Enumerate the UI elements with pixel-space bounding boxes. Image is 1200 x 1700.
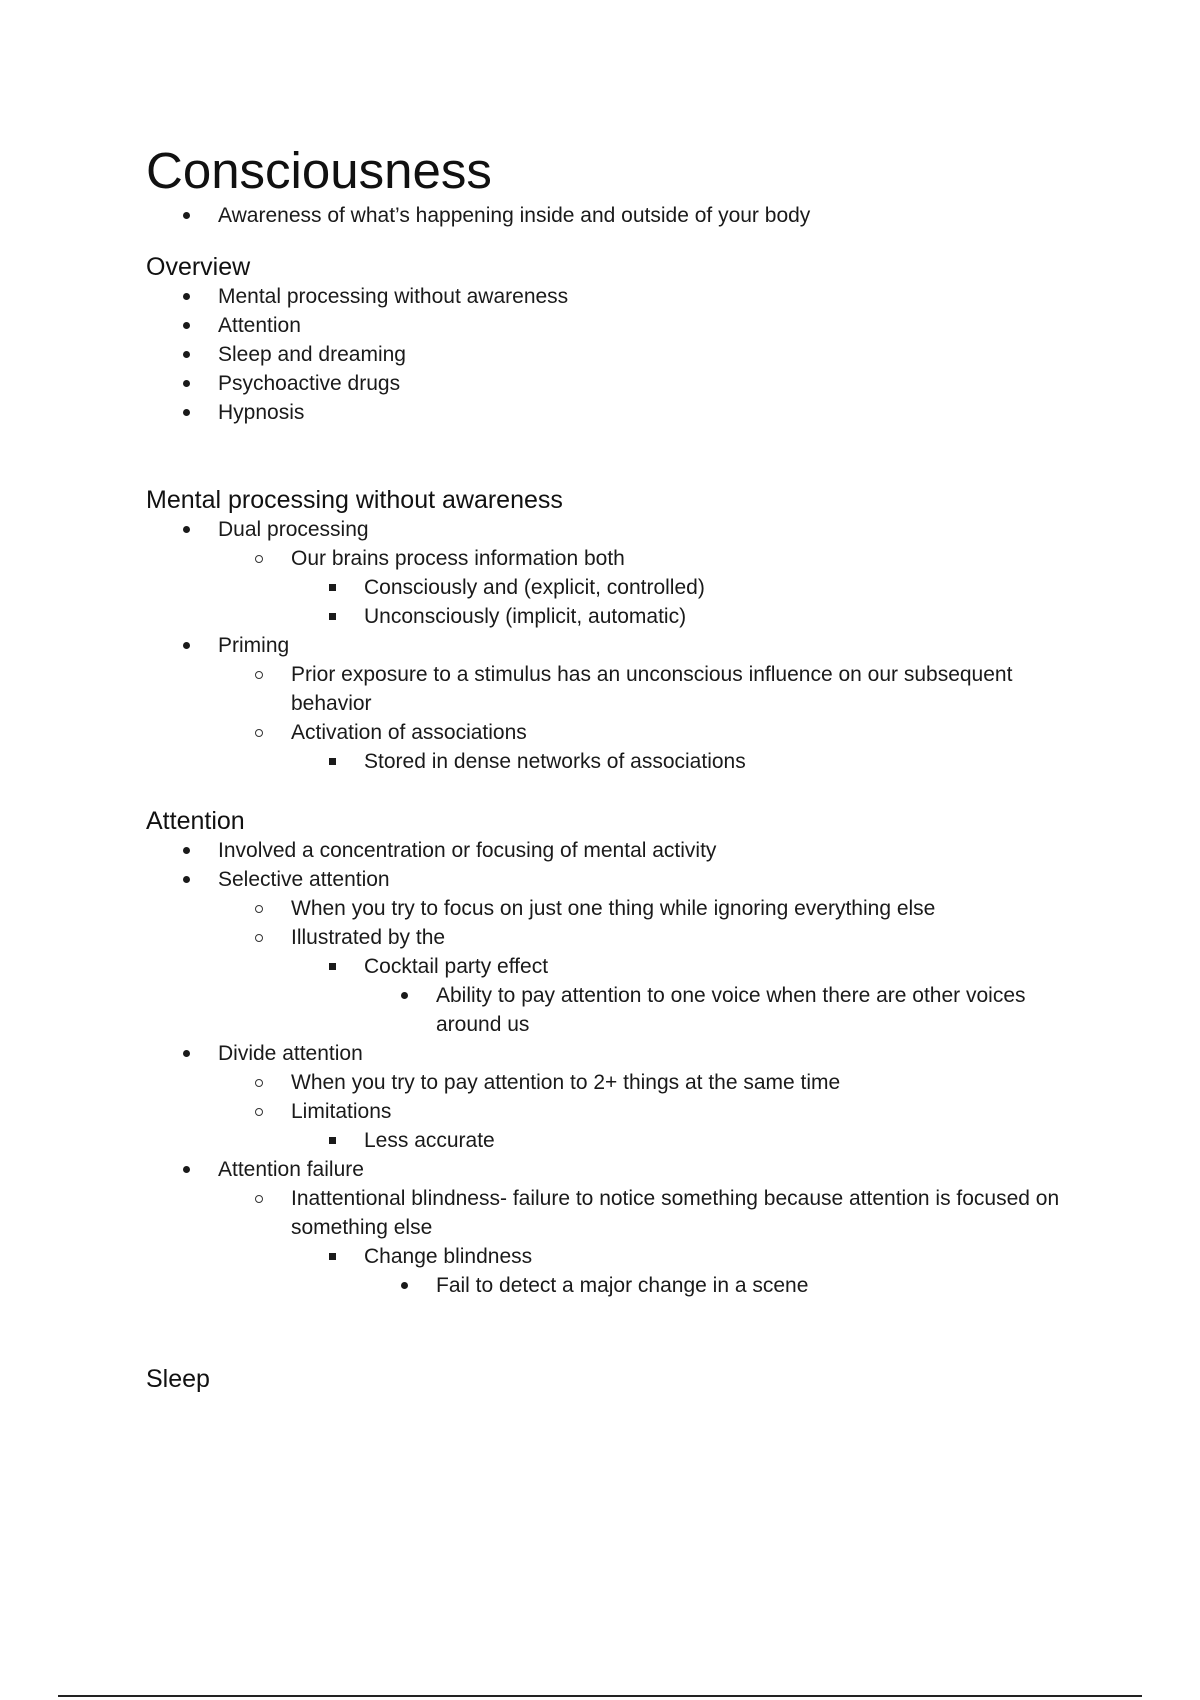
attention-heading: Attention xyxy=(146,807,245,836)
list-item xyxy=(146,398,1086,427)
list-item xyxy=(146,923,1086,952)
overview-list xyxy=(146,282,1086,427)
circle-bullet-icon xyxy=(249,1097,269,1116)
list-item xyxy=(146,573,1086,602)
list-item-text: Fail to detect a major change in a scene xyxy=(436,1274,809,1298)
overview-heading: Overview xyxy=(146,253,251,282)
page-bottom-rule xyxy=(58,1695,1142,1697)
list-item-text: Hypnosis xyxy=(218,401,305,425)
bullet-icon xyxy=(176,369,196,387)
circle-bullet-icon xyxy=(249,544,269,563)
list-item xyxy=(146,311,1086,340)
definition-text: Awareness of what’s happening inside and outside of your body xyxy=(218,204,811,228)
circle-bullet-icon xyxy=(249,660,269,679)
bullet-icon xyxy=(176,340,196,358)
circle-bullet-icon xyxy=(249,894,269,913)
list-item-text: Mental processing without awareness xyxy=(218,285,569,309)
bullet-icon xyxy=(176,311,196,329)
definition-list xyxy=(146,201,1086,230)
list-item-text: Prior exposure to a stimulus has an unconscious influence on our subsequent behavior xyxy=(291,663,1013,716)
list-item xyxy=(146,865,1086,894)
list-item xyxy=(146,515,1086,544)
list-item xyxy=(146,718,1086,747)
list-item xyxy=(146,1242,1086,1271)
list-item-text: Priming xyxy=(218,634,290,658)
bullet-icon xyxy=(176,865,196,883)
list-item-text: Change blindness xyxy=(364,1245,533,1269)
square-bullet-icon xyxy=(322,1242,342,1260)
mental-processing-list xyxy=(146,515,1086,776)
list-item-text: Dual processing xyxy=(218,518,369,542)
list-item-text: Illustrated by the xyxy=(291,926,446,950)
list-item xyxy=(146,201,1086,230)
list-item xyxy=(146,981,1086,1039)
list-item-text: Inattentional blindness- failure to notice something because attention is focused on something else xyxy=(291,1187,1060,1240)
list-item-text: When you try to focus on just one thing while ignoring everything else xyxy=(291,897,936,921)
document-page xyxy=(146,140,1086,1394)
list-item-text: Activation of associations xyxy=(291,721,527,745)
page-title: Consciousness xyxy=(146,142,492,199)
list-item xyxy=(146,631,1086,660)
list-item-text: Our brains process information both xyxy=(291,547,625,571)
list-item xyxy=(146,1068,1086,1097)
list-item xyxy=(146,602,1086,631)
circle-bullet-icon xyxy=(249,1068,269,1087)
bullet-icon xyxy=(176,515,196,533)
mental-processing-heading: Mental processing without awareness xyxy=(146,486,563,515)
bullet-icon xyxy=(176,1039,196,1057)
list-item-text: Sleep and dreaming xyxy=(218,343,406,367)
list-item xyxy=(146,1126,1086,1155)
bullet-icon xyxy=(176,1155,196,1173)
list-item xyxy=(146,1155,1086,1184)
square-bullet-icon xyxy=(322,573,342,591)
list-item-text: Less accurate xyxy=(364,1129,495,1153)
list-item-text: Limitations xyxy=(291,1100,392,1124)
list-item-text: Psychoactive drugs xyxy=(218,372,401,396)
list-item xyxy=(146,1271,1086,1300)
list-item xyxy=(146,369,1086,398)
list-item xyxy=(146,340,1086,369)
bullet-icon xyxy=(176,398,196,416)
list-item-text: Ability to pay attention to one voice when there are other voices around us xyxy=(436,984,1026,1037)
bullet-icon xyxy=(394,981,414,999)
bullet-icon xyxy=(176,201,196,219)
list-item xyxy=(146,1184,1086,1242)
bullet-icon xyxy=(394,1271,414,1289)
list-item-text: Cocktail party effect xyxy=(364,955,549,979)
list-item-text: Attention xyxy=(218,314,301,338)
list-item xyxy=(146,836,1086,865)
list-item xyxy=(146,1097,1086,1126)
bullet-icon xyxy=(176,282,196,300)
list-item-text: Divide attention xyxy=(218,1042,363,1066)
list-item-text: Unconsciously (implicit, automatic) xyxy=(364,605,687,629)
list-item-text: Attention failure xyxy=(218,1158,364,1182)
list-item-text: Involved a concentration or focusing of mental activity xyxy=(218,839,717,863)
attention-list xyxy=(146,836,1086,1300)
list-item-text: Stored in dense networks of associations xyxy=(364,750,746,774)
list-item-text: When you try to pay attention to 2+ things at the same time xyxy=(291,1071,841,1095)
list-item xyxy=(146,1039,1086,1068)
square-bullet-icon xyxy=(322,952,342,970)
bullet-icon xyxy=(176,631,196,649)
list-item xyxy=(146,952,1086,981)
list-item xyxy=(146,544,1086,573)
list-item-text: Consciously and (explicit, controlled) xyxy=(364,576,705,600)
list-item xyxy=(146,894,1086,923)
circle-bullet-icon xyxy=(249,923,269,942)
list-item xyxy=(146,660,1086,718)
square-bullet-icon xyxy=(322,602,342,620)
list-item xyxy=(146,747,1086,776)
list-item xyxy=(146,282,1086,311)
circle-bullet-icon xyxy=(249,718,269,737)
square-bullet-icon xyxy=(322,1126,342,1144)
bullet-icon xyxy=(176,836,196,854)
square-bullet-icon xyxy=(322,747,342,765)
sleep-heading: Sleep xyxy=(146,1365,210,1394)
list-item-text: Selective attention xyxy=(218,868,390,892)
circle-bullet-icon xyxy=(249,1184,269,1203)
